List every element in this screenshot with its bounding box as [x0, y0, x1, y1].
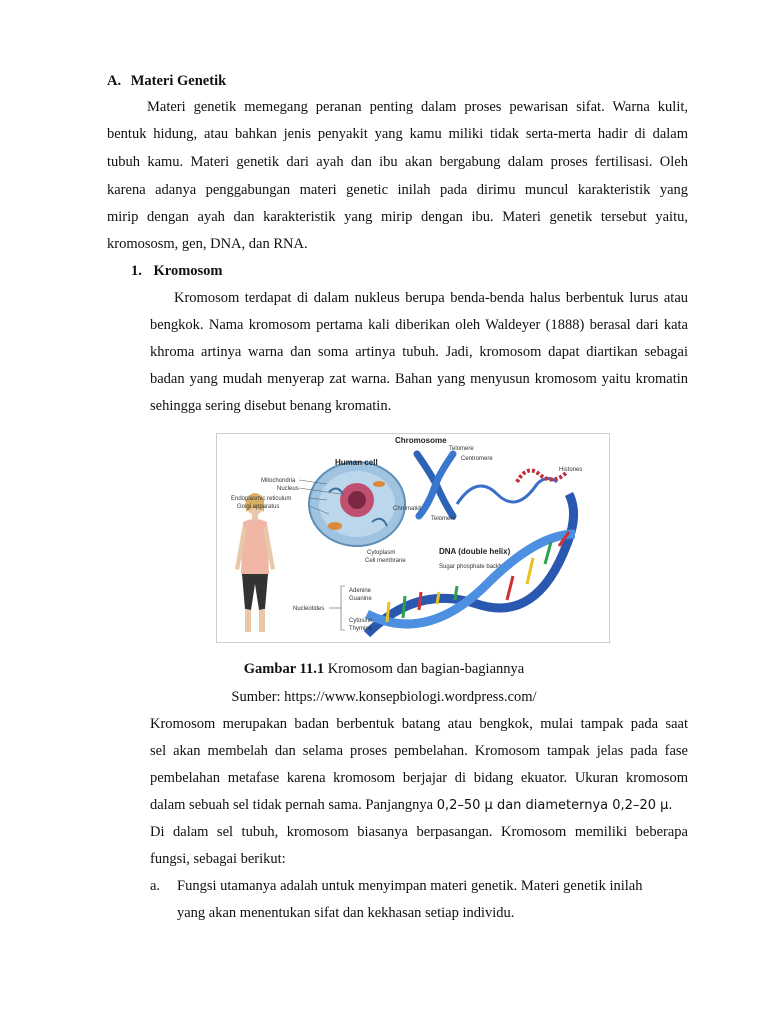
list-item-line: yang akan menentukan sifat dan kekhasan setiap individu. [177, 905, 515, 921]
label-telomere-bottom: Telomere [431, 516, 456, 522]
section-heading [107, 72, 226, 90]
dna-title: DNA (double helix) [439, 547, 511, 556]
caption-label: Gambar 11.1 [243, 661, 325, 677]
label-guanine: Guanine [349, 596, 372, 602]
chromosome-title: Chromosome [395, 436, 447, 445]
section-title: Materi Genetik [130, 73, 227, 89]
label-thymine: Thymine [349, 626, 373, 632]
label-golgi: Golgi apparatus [237, 504, 280, 510]
paragraph-line: Kromosom terdapat di dalam nukleus berupa benda-benda halus berbentuk lurus atau [174, 290, 688, 306]
paragraph-line: bentuk hidung, atau bahkan jenis penyakit yang kamu miliki tidak serta-merta hadir di dalam [107, 126, 688, 142]
subsection-heading [131, 262, 223, 280]
paragraph-line: bengkok. Nama kromosom pertama kali diberikan oleh Waldeyer (1888) berasal dari kata [150, 317, 688, 333]
subsection-number: 1. [131, 263, 142, 279]
paragraph-line [150, 796, 673, 815]
label-centromere: Centromere [461, 456, 493, 462]
figure-illustration [217, 434, 609, 642]
paragraph-line: kromososm, gen, DNA, dan RNA. [107, 236, 308, 252]
paragraph-line: badan yang mudah menyerap zat warna. Bahan yang menyusun kromosom yaitu kromatin [150, 371, 688, 387]
chromosome-icon [417, 454, 453, 516]
label-telomere-top: Telomere [449, 446, 474, 452]
chromosome-figure [216, 433, 610, 643]
paragraph-line: Di dalam sel tubuh, kromosom biasanya berpasangan. Kromosom memiliki beberapa [150, 824, 688, 840]
label-mitochondria: Mitochondria [261, 478, 296, 484]
paragraph-line: sehingga sering disebut benang kromatin. [150, 398, 392, 414]
paragraph-line: fungsi, sebagai berikut: [150, 851, 286, 867]
label-chromatid: Chromatid [393, 506, 421, 512]
paragraph-line: mirip dengan ayah dan karakteristik yang mirip dengan ibu. Materi genetik tersebut yaitu, [107, 209, 688, 225]
paragraph-line: khroma artinya warna dan soma artinya tubuh. Jadi, kromosom dapat diartikan sebagai [150, 344, 688, 360]
label-histones: Histones [559, 467, 583, 473]
label-cytosine: Cytosine [349, 618, 373, 624]
paragraph-line: Materi genetik memegang peranan penting dalam proses pewarisan sifat. Warna kulit, [147, 99, 688, 115]
figure-source: Sumber: https://www.konsepbiologi.wordpress.com/ [231, 689, 537, 705]
label-cell-membrane: Cell membrane [365, 558, 406, 564]
label-adenine: Adenine [349, 588, 372, 594]
section-marker: A. [107, 73, 122, 89]
paragraph-line: pembelahan metafase karena kromosom berjajar di bidang ekuator. Ukuran kromosom [150, 770, 688, 786]
paragraph-line: karena adanya penggabungan materi genetic inilah pada dirimu muncul karakteristik yang [107, 182, 688, 198]
human-cell-icon [309, 462, 405, 546]
paragraph-line: tubuh kamu. Materi genetik dari ayah dan ibu akan bergabung dalam proses fertilisasi. Oleh [107, 154, 688, 170]
label-backbone: Sugar phosphate backbone [439, 564, 513, 570]
human-cell-title: Human cell [335, 458, 378, 467]
subsection-title: Kromosom [153, 263, 223, 279]
list-item-line: Fungsi utamanya adalah untuk menyimpan materi genetik. Materi genetik inilah [177, 878, 643, 894]
caption-text: Kromosom dan bagian-bagiannya [324, 661, 525, 677]
figure-caption [0, 660, 768, 678]
size-text: dalam sebuah sel tidak pernah sama. Panjangnya [150, 797, 437, 813]
label-er: Endoplasmic reticulum [231, 496, 292, 502]
human-figure-icon [235, 493, 275, 632]
label-cytoplasm: Cytoplasm [367, 550, 396, 556]
paragraph-line: sel akan membelah dan selama proses pembelahan. Kromosom tampak jelas pada fase [150, 743, 688, 759]
label-nucleotides: Nucleotides [293, 606, 325, 612]
label-nucleus: Nucleus [277, 486, 299, 492]
paragraph-line: Kromosom merupakan badan berbentuk batang atau bengkok, mulai tampak pada saat [150, 716, 688, 732]
list-marker: a. [150, 878, 161, 894]
size-values: 0,2–50 µ dan diameternya 0,2–20 µ. [436, 798, 673, 813]
